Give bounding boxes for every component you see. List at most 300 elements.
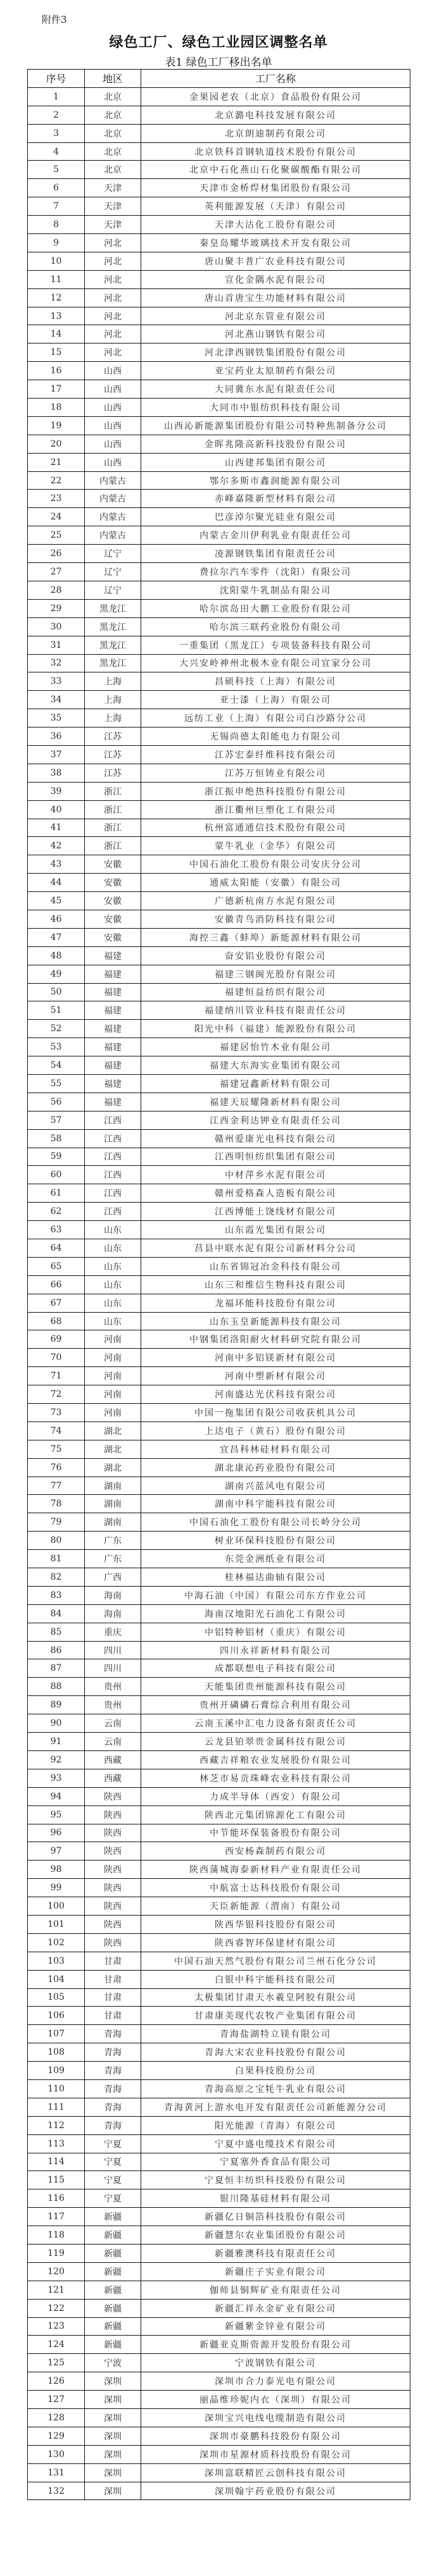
table-row xyxy=(28,307,410,325)
row-factory-name: 陕西蒲城海泰新材料产业有限责任公司 xyxy=(141,1861,410,1879)
table-row xyxy=(28,855,410,874)
row-region: 辽宁 xyxy=(85,563,141,581)
row-index: 11 xyxy=(28,270,85,288)
row-index: 28 xyxy=(28,581,85,599)
row-factory-name: 江西金利达钾业有限责任公司 xyxy=(141,1111,410,1129)
row-factory-name: 白银中科宇能科技有限公司 xyxy=(141,1970,410,1988)
row-index: 31 xyxy=(28,636,85,654)
row-factory-name: 陕西睿智环保建材有限公司 xyxy=(141,1933,410,1952)
row-region: 新疆 xyxy=(85,2281,141,2299)
row-region: 内蒙古 xyxy=(85,471,141,490)
row-index: 109 xyxy=(28,2062,85,2080)
table-row xyxy=(28,946,410,965)
table-row xyxy=(28,2372,410,2391)
row-factory-name: 赣州爱格森人造板有限公司 xyxy=(141,1184,410,1203)
table-row xyxy=(28,1933,410,1952)
row-factory-name: 中国石油天然气股份有限公司兰州石化分公司 xyxy=(141,1952,410,1970)
row-factory-name: 云南玉溪中汇电力设备有限责任公司 xyxy=(141,1714,410,1733)
row-region: 山东 xyxy=(85,1294,141,1312)
row-factory-name: 山东玉皇新能源科技有限公司 xyxy=(141,1312,410,1330)
row-region: 陕西 xyxy=(85,1805,141,1824)
row-region: 河北 xyxy=(85,325,141,344)
row-factory-name: 奋安铝业股份有限公司 xyxy=(141,946,410,965)
table-row xyxy=(28,837,410,855)
row-index: 130 xyxy=(28,2445,85,2463)
row-region: 宁夏 xyxy=(85,2134,141,2153)
row-factory-name: 英利能源发展（天津）有限公司 xyxy=(141,197,410,216)
row-region: 安徽 xyxy=(85,910,141,928)
row-factory-name: 江西博能上饶线材有限公司 xyxy=(141,1203,410,1221)
row-region: 河南 xyxy=(85,1404,141,1422)
row-index: 8 xyxy=(28,216,85,234)
row-index: 112 xyxy=(28,2116,85,2134)
row-region: 上海 xyxy=(85,691,141,709)
row-factory-name: 宁波钢铁有限公司 xyxy=(141,2354,410,2372)
row-region: 浙江 xyxy=(85,782,141,800)
row-factory-name: 福建三钢闽光股份有限公司 xyxy=(141,965,410,983)
table-row xyxy=(28,2153,410,2171)
row-index: 5 xyxy=(28,161,85,179)
table-row xyxy=(28,1897,410,1916)
row-region: 山东 xyxy=(85,1221,141,1239)
row-factory-name: 大兴安岭神州北极木业有限公司宜家分公司 xyxy=(141,654,410,672)
row-region: 江西 xyxy=(85,1129,141,1148)
row-index: 79 xyxy=(28,1513,85,1532)
row-index: 7 xyxy=(28,197,85,216)
row-factory-name: 中铝特种铝材（重庆）有限公司 xyxy=(141,1623,410,1641)
row-index: 94 xyxy=(28,1787,85,1805)
table-row xyxy=(28,2043,410,2062)
row-index: 97 xyxy=(28,1842,85,1861)
row-region: 青海 xyxy=(85,2025,141,2043)
row-factory-name: 宜昌科林硅材料有限公司 xyxy=(141,1440,410,1458)
row-region: 天津 xyxy=(85,179,141,197)
row-factory-name: 阳光中科（福建）能源股份有限公司 xyxy=(141,1020,410,1038)
row-factory-name: 山西沁新能源集团股份有限公司特种焦制备分公司 xyxy=(141,416,410,435)
row-factory-name: 江苏万恒铸业有限公司 xyxy=(141,764,410,782)
row-index: 56 xyxy=(28,1093,85,1111)
row-index: 123 xyxy=(28,2317,85,2336)
table-row xyxy=(28,2062,410,2080)
table-row xyxy=(28,672,410,691)
table-row xyxy=(28,1733,410,1751)
row-region: 河南 xyxy=(85,1367,141,1385)
row-factory-name: 唐山聚丰普广农业科技有限公司 xyxy=(141,252,410,270)
row-index: 15 xyxy=(28,344,85,362)
row-region: 青海 xyxy=(85,2116,141,2134)
row-factory-name: 西安杨森制药有限公司 xyxy=(141,1842,410,1861)
row-index: 91 xyxy=(28,1733,85,1751)
row-region: 河北 xyxy=(85,344,141,362)
row-factory-name: 赤峰嘉隆新型材料有限公司 xyxy=(141,490,410,508)
row-region: 河南 xyxy=(85,1385,141,1404)
row-factory-name: 中国石油化工股份有限公司长岭分公司 xyxy=(141,1513,410,1532)
row-index: 60 xyxy=(28,1166,85,1184)
row-index: 43 xyxy=(28,855,85,874)
row-factory-name: 东莞金洲纸业有限公司 xyxy=(141,1550,410,1568)
row-factory-name: 大同市中银纺织科技有限公司 xyxy=(141,399,410,417)
table-row xyxy=(28,453,410,471)
row-region: 青海 xyxy=(85,2098,141,2116)
row-index: 81 xyxy=(28,1550,85,1568)
row-factory-name: 林芝市易贡珠峰农业科技有限公司 xyxy=(141,1769,410,1787)
row-factory-name: 金果园老农（北京）食品股份有限公司 xyxy=(141,87,410,106)
table-row xyxy=(28,1093,410,1111)
document-title: 绿色工厂、绿色工业园区调整名单 xyxy=(109,34,328,51)
row-index: 93 xyxy=(28,1769,85,1787)
table-row xyxy=(28,563,410,581)
row-index: 9 xyxy=(28,234,85,252)
row-index: 87 xyxy=(28,1659,85,1678)
row-factory-name: 新疆紫金锌业有限公司 xyxy=(141,2317,410,2336)
row-index: 25 xyxy=(28,526,85,545)
row-region: 福建 xyxy=(85,1056,141,1075)
row-factory-name: 甘肃康美现代农牧产业集团有限公司 xyxy=(141,2007,410,2025)
row-index: 99 xyxy=(28,1879,85,1897)
row-factory-name: 福建大东海实业集团有限公司 xyxy=(141,1056,410,1075)
row-index: 52 xyxy=(28,1020,85,1038)
row-region: 江西 xyxy=(85,1166,141,1184)
table-row xyxy=(28,1915,410,1933)
row-index: 88 xyxy=(28,1678,85,1696)
table-row xyxy=(28,2281,410,2299)
row-region: 河北 xyxy=(85,307,141,325)
table-row xyxy=(28,2299,410,2317)
row-factory-name: 金晖兆隆高新科技股份有限公司 xyxy=(141,435,410,453)
row-region: 河北 xyxy=(85,270,141,288)
table-row xyxy=(28,2098,410,2116)
table-row xyxy=(28,983,410,1001)
row-factory-name: 蒙牛乳业（金华）有限公司 xyxy=(141,837,410,855)
row-region: 深圳 xyxy=(85,2427,141,2445)
row-index: 104 xyxy=(28,1970,85,1988)
row-region: 新疆 xyxy=(85,2226,141,2245)
row-factory-name: 无锡尚德太阳能电力有限公司 xyxy=(141,728,410,746)
table-row xyxy=(28,2244,410,2262)
row-region: 陕西 xyxy=(85,1933,141,1952)
row-region: 上海 xyxy=(85,672,141,691)
row-factory-name: 江西明恒纺织集团有限公司 xyxy=(141,1148,410,1166)
row-index: 38 xyxy=(28,764,85,782)
table-row xyxy=(28,1696,410,1714)
row-factory-name: 海控三鑫（蚌埠）新能源材料有限公司 xyxy=(141,928,410,946)
table-row xyxy=(28,2391,410,2409)
table-row xyxy=(28,1001,410,1020)
row-region: 河北 xyxy=(85,288,141,307)
row-region: 山西 xyxy=(85,416,141,435)
row-factory-name: 伽师县铜辉矿业有限责任公司 xyxy=(141,2281,410,2299)
row-region: 黑龙江 xyxy=(85,617,141,636)
table-row xyxy=(28,1641,410,1659)
row-factory-name: 阳光能源（青海）有限公司 xyxy=(141,2116,410,2134)
row-region: 青海 xyxy=(85,2043,141,2062)
row-region: 江苏 xyxy=(85,745,141,764)
row-index: 30 xyxy=(28,617,85,636)
row-index: 35 xyxy=(28,709,85,728)
row-factory-name: 宁夏塞外香食品有限公司 xyxy=(141,2153,410,2171)
table-row xyxy=(28,2116,410,2134)
row-factory-name: 深圳富联精匠云创科技有限公司 xyxy=(141,2463,410,2482)
row-factory-name: 四川永祥新材料有限公司 xyxy=(141,1641,410,1659)
row-region: 安徽 xyxy=(85,874,141,892)
row-factory-name: 远纺工业（上海）有限公司白沙路分公司 xyxy=(141,709,410,728)
row-index: 71 xyxy=(28,1367,85,1385)
row-region: 福建 xyxy=(85,1074,141,1093)
attachment-label: 附件3 xyxy=(42,14,67,25)
row-region: 青海 xyxy=(85,2062,141,2080)
row-region: 陕西 xyxy=(85,1879,141,1897)
row-region: 河南 xyxy=(85,1330,141,1349)
table-row xyxy=(28,1440,410,1458)
table-row xyxy=(28,526,410,545)
column-header-index: 序号 xyxy=(28,70,85,88)
row-region: 河北 xyxy=(85,234,141,252)
row-factory-name: 赣州爱康光电科技有限公司 xyxy=(141,1129,410,1148)
row-region: 贵州 xyxy=(85,1696,141,1714)
row-factory-name: 青海盐湖特立镁有限公司 xyxy=(141,2025,410,2043)
row-index: 50 xyxy=(28,983,85,1001)
row-index: 121 xyxy=(28,2281,85,2299)
row-index: 44 xyxy=(28,874,85,892)
table-row xyxy=(28,1404,410,1422)
table-row xyxy=(28,1714,410,1733)
table-row xyxy=(28,2171,410,2189)
row-index: 27 xyxy=(28,563,85,581)
row-index: 68 xyxy=(28,1312,85,1330)
table-row xyxy=(28,581,410,599)
row-index: 23 xyxy=(28,490,85,508)
row-index: 46 xyxy=(28,910,85,928)
row-region: 新疆 xyxy=(85,2336,141,2354)
row-index: 113 xyxy=(28,2134,85,2153)
row-index: 132 xyxy=(28,2482,85,2500)
row-region: 山西 xyxy=(85,453,141,471)
row-factory-name: 中材萍乡水泥有限公司 xyxy=(141,1166,410,1184)
row-index: 100 xyxy=(28,1897,85,1916)
row-region: 安徽 xyxy=(85,892,141,910)
row-factory-name: 哈尔滨三联药业股份有限公司 xyxy=(141,617,410,636)
row-index: 65 xyxy=(28,1257,85,1275)
row-index: 86 xyxy=(28,1641,85,1659)
row-index: 131 xyxy=(28,2463,85,2482)
row-region: 青海 xyxy=(85,2079,141,2098)
column-header-factory-name: 工厂名称 xyxy=(141,70,410,88)
row-factory-name: 河北京东管业有限公司 xyxy=(141,307,410,325)
row-factory-name: 天津大沽化工股份有限公司 xyxy=(141,216,410,234)
table-row xyxy=(28,928,410,946)
table-row xyxy=(28,2427,410,2445)
table-row xyxy=(28,1148,410,1166)
row-index: 63 xyxy=(28,1221,85,1239)
table-row xyxy=(28,435,410,453)
table-row xyxy=(28,1513,410,1532)
row-factory-name: 亚士漆（上海）有限公司 xyxy=(141,691,410,709)
table-row xyxy=(28,782,410,800)
table-row xyxy=(28,471,410,490)
row-region: 浙江 xyxy=(85,800,141,819)
row-index: 125 xyxy=(28,2354,85,2372)
row-index: 101 xyxy=(28,1915,85,1933)
row-factory-name: 北京潞电科技发展有限公司 xyxy=(141,106,410,124)
table-row xyxy=(28,416,410,435)
row-region: 山东 xyxy=(85,1275,141,1294)
row-index: 51 xyxy=(28,1001,85,1020)
row-index: 73 xyxy=(28,1404,85,1422)
row-index: 55 xyxy=(28,1074,85,1093)
table-row xyxy=(28,1824,410,1842)
table-row xyxy=(28,636,410,654)
row-factory-name: 哈尔滨岛田大鹏工业股份有限公司 xyxy=(141,599,410,617)
table-row xyxy=(28,399,410,417)
row-index: 20 xyxy=(28,435,85,453)
row-region: 河南 xyxy=(85,1349,141,1367)
row-factory-name: 青海高原之宝牦牛乳业有限公司 xyxy=(141,2079,410,2098)
table-row xyxy=(28,508,410,526)
row-region: 宁夏 xyxy=(85,2153,141,2171)
row-factory-name: 中节能环保装备股份有限公司 xyxy=(141,1824,410,1842)
row-factory-name: 宁夏中盛电缆技术有限公司 xyxy=(141,2134,410,2153)
row-index: 37 xyxy=(28,745,85,764)
table-row xyxy=(28,325,410,344)
row-index: 110 xyxy=(28,2079,85,2098)
removed-factories-table xyxy=(27,69,410,2500)
row-index: 106 xyxy=(28,2007,85,2025)
row-index: 21 xyxy=(28,453,85,471)
table-row xyxy=(28,197,410,216)
table-row xyxy=(28,764,410,782)
row-index: 69 xyxy=(28,1330,85,1349)
table-row xyxy=(28,2208,410,2226)
table-row xyxy=(28,545,410,563)
row-index: 64 xyxy=(28,1239,85,1258)
row-index: 74 xyxy=(28,1421,85,1440)
table-body xyxy=(28,87,410,2500)
row-index: 54 xyxy=(28,1056,85,1075)
row-factory-name: 通威太阳能（安徽）有限公司 xyxy=(141,874,410,892)
row-index: 53 xyxy=(28,1038,85,1056)
column-header-region: 地区 xyxy=(85,70,141,88)
row-index: 84 xyxy=(28,1604,85,1623)
table-row xyxy=(28,2134,410,2153)
row-factory-name: 福建冠鑫新材料有限公司 xyxy=(141,1074,410,1093)
row-factory-name: 龙福环能科技股份有限公司 xyxy=(141,1294,410,1312)
table-row xyxy=(28,1294,410,1312)
row-index: 90 xyxy=(28,1714,85,1733)
row-region: 宁夏 xyxy=(85,2171,141,2189)
table-row xyxy=(28,1239,410,1258)
row-factory-name: 昌硕科技（上海）有限公司 xyxy=(141,672,410,691)
row-index: 45 xyxy=(28,892,85,910)
row-factory-name: 深圳宝兴电线电缆制造有限公司 xyxy=(141,2409,410,2427)
row-factory-name: 成都联想电子科技有限公司 xyxy=(141,1659,410,1678)
row-factory-name: 新疆庄子实业有限公司 xyxy=(141,2262,410,2281)
row-region: 甘肃 xyxy=(85,2007,141,2025)
table-row xyxy=(28,2079,410,2098)
table-row xyxy=(28,910,410,928)
row-index: 67 xyxy=(28,1294,85,1312)
table-row xyxy=(28,1787,410,1805)
row-region: 辽宁 xyxy=(85,581,141,599)
row-factory-name: 亚宝药业太原制药有限公司 xyxy=(141,362,410,380)
row-factory-name: 云龙县铂翠贵金属科技有限公司 xyxy=(141,1733,410,1751)
row-factory-name: 秦皇岛耀华玻璃技术开发有限公司 xyxy=(141,234,410,252)
row-factory-name: 新疆慧尔农业集团股份有限公司 xyxy=(141,2226,410,2245)
table-row xyxy=(28,1750,410,1769)
row-factory-name: 福建天辰耀隆新材料有限公司 xyxy=(141,1093,410,1111)
row-region: 宁夏 xyxy=(85,2189,141,2208)
row-index: 48 xyxy=(28,946,85,965)
row-index: 61 xyxy=(28,1184,85,1203)
row-region: 福建 xyxy=(85,1038,141,1056)
table-row xyxy=(28,1586,410,1604)
row-region: 江西 xyxy=(85,1148,141,1166)
row-region: 山西 xyxy=(85,362,141,380)
row-index: 70 xyxy=(28,1349,85,1367)
row-index: 96 xyxy=(28,1824,85,1842)
row-index: 18 xyxy=(28,399,85,417)
table-row xyxy=(28,892,410,910)
table-row xyxy=(28,1550,410,1568)
table-row xyxy=(28,617,410,636)
row-factory-name: 天能集团贵州能源科技有限公司 xyxy=(141,1678,410,1696)
row-factory-name: 凌源钢铁集团有限责任公司 xyxy=(141,545,410,563)
row-region: 湖北 xyxy=(85,1440,141,1458)
row-region: 上海 xyxy=(85,709,141,728)
row-factory-name: 山东三和维信生物科技有限公司 xyxy=(141,1275,410,1294)
row-index: 83 xyxy=(28,1586,85,1604)
row-region: 河北 xyxy=(85,252,141,270)
row-region: 广东 xyxy=(85,1532,141,1550)
row-region: 甘肃 xyxy=(85,1988,141,2007)
row-factory-name: 莒县中联水泥有限公司新材料分公司 xyxy=(141,1239,410,1258)
row-factory-name: 白果科技股份公司 xyxy=(141,2062,410,2080)
row-index: 26 xyxy=(28,545,85,563)
table-row xyxy=(28,1038,410,1056)
table-row xyxy=(28,2354,410,2372)
row-region: 广东 xyxy=(85,1550,141,1568)
row-factory-name: 湖南中科宇能科技有限公司 xyxy=(141,1495,410,1513)
row-region: 福建 xyxy=(85,1001,141,1020)
row-factory-name: 沈阳蒙牛乳制品有限公司 xyxy=(141,581,410,599)
row-region: 福建 xyxy=(85,946,141,965)
row-region: 湖南 xyxy=(85,1513,141,1532)
row-region: 新疆 xyxy=(85,2299,141,2317)
row-index: 2 xyxy=(28,106,85,124)
row-index: 6 xyxy=(28,179,85,197)
row-region: 深圳 xyxy=(85,2445,141,2463)
row-region: 北京 xyxy=(85,106,141,124)
table-title: 表1 绿色工厂移出名单 xyxy=(165,56,272,69)
row-factory-name: 山东省锦冠冶金科技有限公司 xyxy=(141,1257,410,1275)
table-row xyxy=(28,800,410,819)
table-row xyxy=(28,654,410,672)
row-index: 16 xyxy=(28,362,85,380)
row-index: 40 xyxy=(28,800,85,819)
row-region: 新疆 xyxy=(85,2208,141,2226)
row-factory-name: 河北燕山钢铁有限公司 xyxy=(141,325,410,344)
row-region: 广西 xyxy=(85,1568,141,1587)
table-row xyxy=(28,1458,410,1477)
row-region: 辽宁 xyxy=(85,545,141,563)
table-row xyxy=(28,1257,410,1275)
row-region: 海南 xyxy=(85,1604,141,1623)
row-index: 118 xyxy=(28,2226,85,2245)
table-row xyxy=(28,1659,410,1678)
row-region: 黑龙江 xyxy=(85,599,141,617)
table-row xyxy=(28,2445,410,2463)
row-index: 22 xyxy=(28,471,85,490)
row-index: 102 xyxy=(28,1933,85,1952)
